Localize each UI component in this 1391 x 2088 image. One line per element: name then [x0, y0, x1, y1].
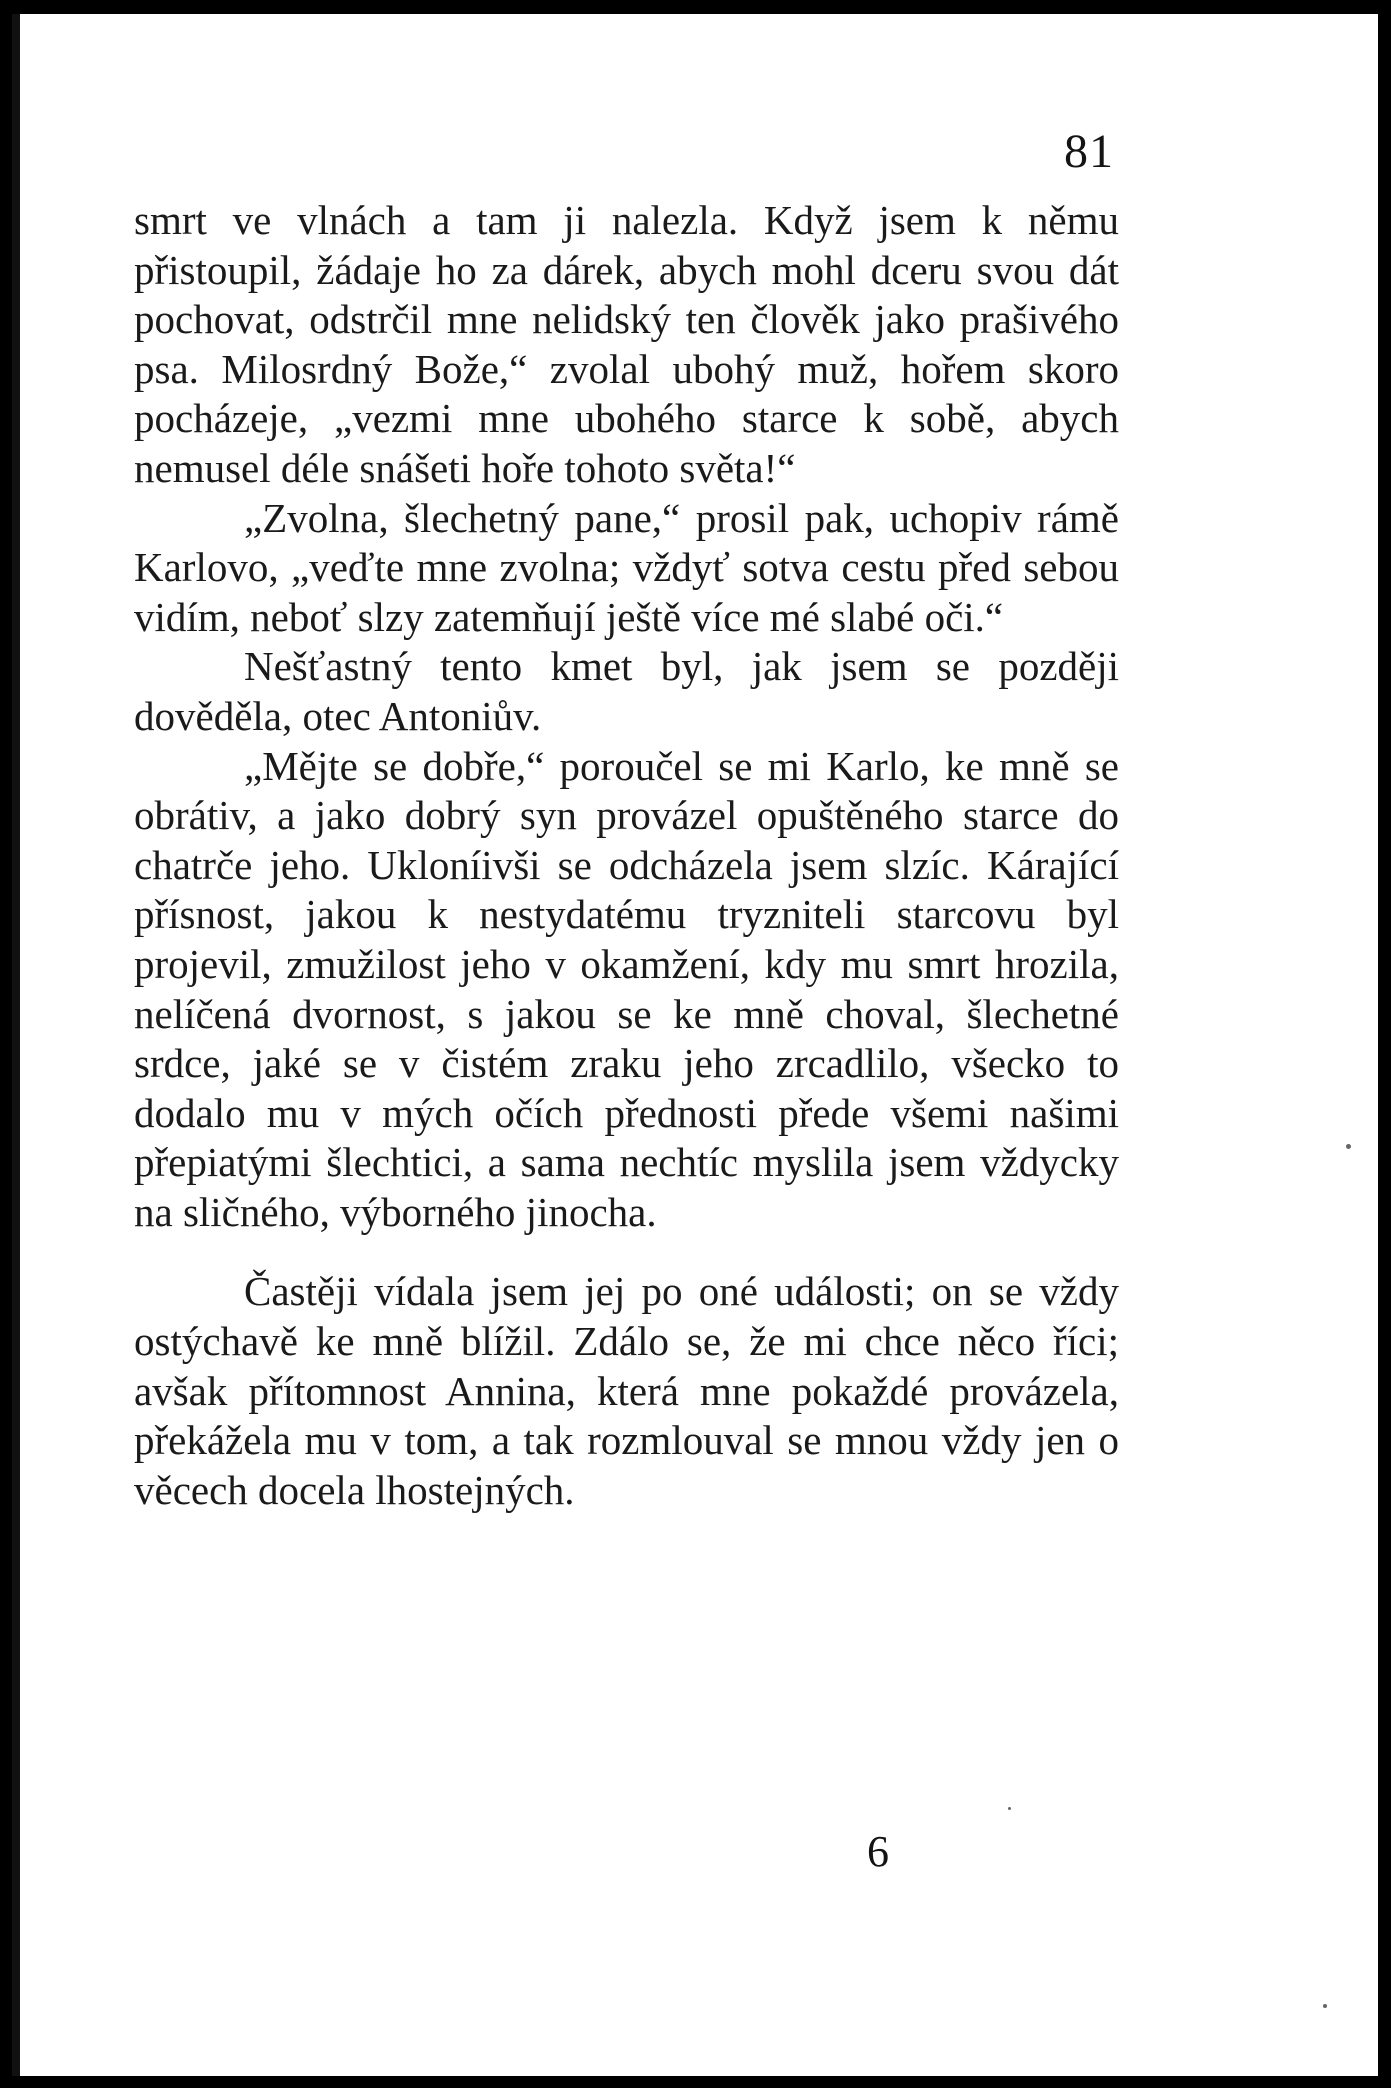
page-edge-shadow [12, 14, 20, 2076]
paragraph-2: „Zvolna, šlechetný pane,“ prosil pak, uchopiv rámě Karlovo, „veďte mne zvolna; vždyť sotva cestu před sebou vidím, neboť slzy zatemňují ještě více mé slabé oči.“ [134, 494, 1119, 640]
paper-speck [1346, 1144, 1351, 1149]
paragraph-4: „Mějte se dobře,“ poroučel se mi Karlo, ke mně se obrátiv, a jako dobrý syn provázel opuštěného starce do chatrče jeho. Ukloníivši se odcházela jsem slzíc. Kárající přísnost, jakou k nestydatému tryzniteli starcovu byl projevil, zmužilost jeho v okamžení, kdy mu smrt hrozila, nelíčená dvornost, s jakou se ke mně choval, šlechetné srdce, jaké se v čistém zraku jeho zrcadlilo, všecko to dodalo mu v mých očích přednosti přede všemi našimi přepiatými šlechtici, a sama nechtíc myslila jsem vždycky na sličného, výborného jinocha. [134, 742, 1119, 1235]
paragraph-5: Častěji vídala jsem jej po oné události; on se vždy ostýchavě ke mně blížil. Zdálo se, že mi chce něco říci; avšak přítomnost Annina, která mne pokaždé provázela, překážela mu v tom, a tak rozmlouval se mnou vždy jen o věcech docela lhostejných. [134, 1268, 1119, 1513]
page-number: 81 [1064, 125, 1114, 178]
book-page [12, 14, 1378, 2076]
paragraph-3: Nešťastný tento kmet byl, jak jsem se později dověděla, otec Antoniův. [134, 643, 1119, 739]
paper-speck [1008, 1807, 1011, 1810]
paper-speck [1323, 2004, 1327, 2008]
paragraph-1: smrt ve vlnách a tam ji nalezla. Když jsem k němu přistoupil, žádaje ho za dárek, abych mohl dceru svou dát pochovat, odstrčil mne nelidský ten člověk jako prašivého psa. Milosrdný Bože,“ zvolal ubohý muž, hořem skoro pocházeje, „vezmi mne ubohého starce k sobě, abych nemusel déle snášeti hoře tohoto světa!“ [134, 197, 1119, 491]
body-text [134, 196, 1119, 1515]
signature-mark: 6 [867, 1827, 889, 1876]
